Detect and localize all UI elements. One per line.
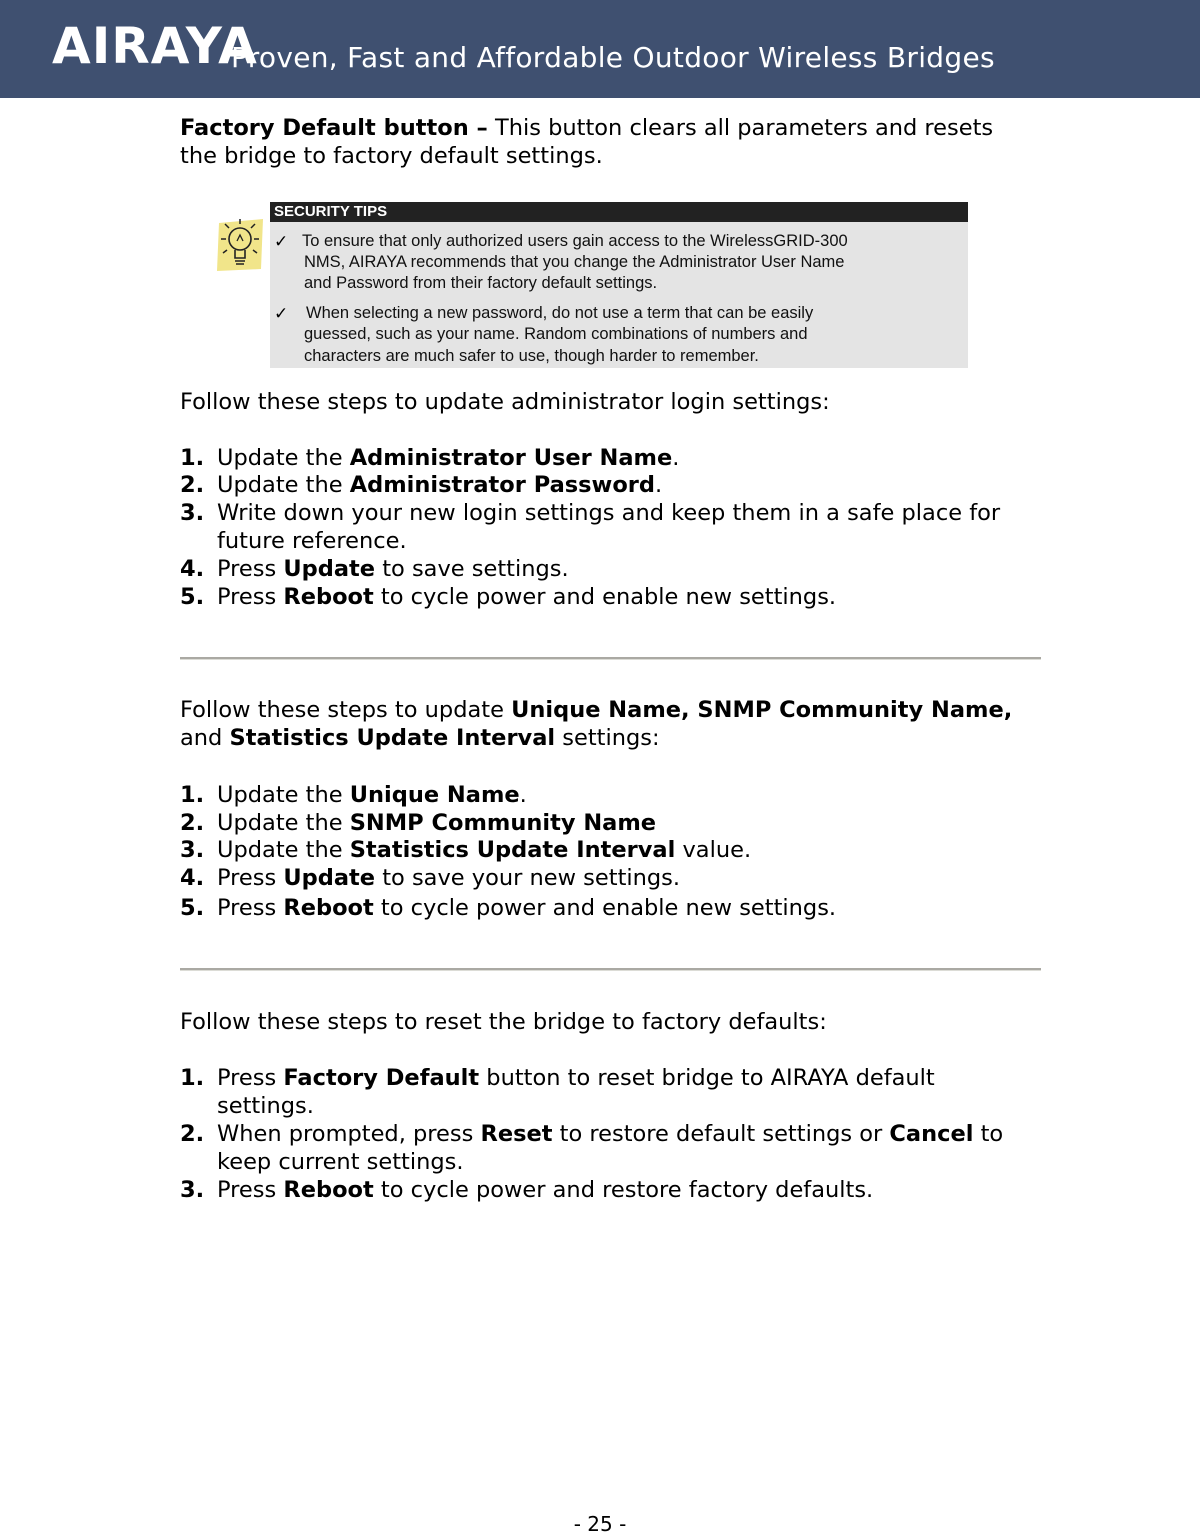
- airaya-logo: AIRAYA: [52, 17, 258, 75]
- step-number: 1.: [180, 782, 205, 808]
- page-number: - 25 -: [573, 1512, 627, 1536]
- tip2-line1: When selecting a new password, do not use a term that can be easily: [306, 304, 814, 322]
- step-number: 2.: [180, 810, 205, 836]
- step-number: 4.: [180, 865, 205, 891]
- step-text: Update the Unique Name.: [217, 782, 527, 808]
- section3-intro: Follow these steps to reset the bridge to factory defaults:: [180, 1009, 827, 1035]
- step-number: 2.: [180, 1121, 205, 1147]
- step-text: Press Update to save your new settings.: [217, 865, 681, 891]
- check-icon: ✓: [274, 232, 289, 252]
- step-text: Press Factory Default button to reset bridge to AIRAYA default: [217, 1065, 935, 1091]
- security-tips-title: SECURITY TIPS: [270, 202, 968, 222]
- step-number: 1.: [180, 1065, 205, 1091]
- step-text: Press Update to save settings.: [217, 556, 569, 582]
- section-divider: [180, 968, 1041, 971]
- intro-text: This button clears all parameters and resets: [487, 115, 994, 141]
- tip1-line2: NMS, AIRAYA recommends that you change the Administrator User Name: [304, 253, 845, 271]
- step-text: Press Reboot to cycle power and enable new settings.: [217, 584, 837, 610]
- step-text: Update the Administrator Password.: [217, 472, 663, 498]
- step-number: 1.: [180, 445, 205, 471]
- step-text: Write down your new login settings and keep them in a safe place for: [217, 500, 1001, 526]
- step-text-continued: settings.: [217, 1093, 314, 1119]
- section1-intro: Follow these steps to update administrator login settings:: [180, 389, 830, 415]
- step-text: Update the Administrator User Name.: [217, 445, 680, 471]
- step-text: Press Reboot to cycle power and restore factory defaults.: [217, 1177, 874, 1203]
- step-text-continued: keep current settings.: [217, 1149, 464, 1175]
- step-number: 2.: [180, 472, 205, 498]
- step-text-continued: future reference.: [217, 528, 407, 554]
- step-number: 3.: [180, 500, 205, 526]
- header-tagline: Proven, Fast and Affordable Outdoor Wireless Bridges: [231, 41, 995, 74]
- lightbulb-icon: [213, 213, 265, 275]
- section-divider: [180, 657, 1041, 660]
- tip2-line2: guessed, such as your name. Random combinations of numbers and: [304, 325, 808, 343]
- check-icon: ✓: [274, 304, 289, 324]
- intro-bold: Factory Default button –: [180, 115, 488, 141]
- intro-line-1: [180, 114, 993, 142]
- page-header: [0, 0, 1200, 98]
- step-text: Update the SNMP Community Name: [217, 810, 657, 836]
- step-number: 5.: [180, 584, 205, 610]
- step-text: Update the Statistics Update Interval value.: [217, 837, 752, 863]
- step-number: 4.: [180, 556, 205, 582]
- tip2-line3: characters are much safer to use, though harder to remember.: [304, 347, 759, 365]
- section2-intro-line2: and Statistics Update Interval settings:: [180, 725, 660, 751]
- section2-intro-line1: Follow these steps to update Unique Name, SNMP Community Name,: [180, 697, 1013, 723]
- tip1-line3: and Password from their factory default settings.: [304, 274, 658, 292]
- step-number: 5.: [180, 895, 205, 921]
- intro-line-2: the bridge to factory default settings.: [180, 143, 603, 169]
- step-text: When prompted, press Reset to restore default settings or Cancel to: [217, 1121, 1004, 1147]
- step-number: 3.: [180, 837, 205, 863]
- step-text: Press Reboot to cycle power and enable new settings.: [217, 895, 837, 921]
- step-number: 3.: [180, 1177, 205, 1203]
- tip1-line1: To ensure that only authorized users gain access to the WirelessGRID-300: [302, 232, 848, 250]
